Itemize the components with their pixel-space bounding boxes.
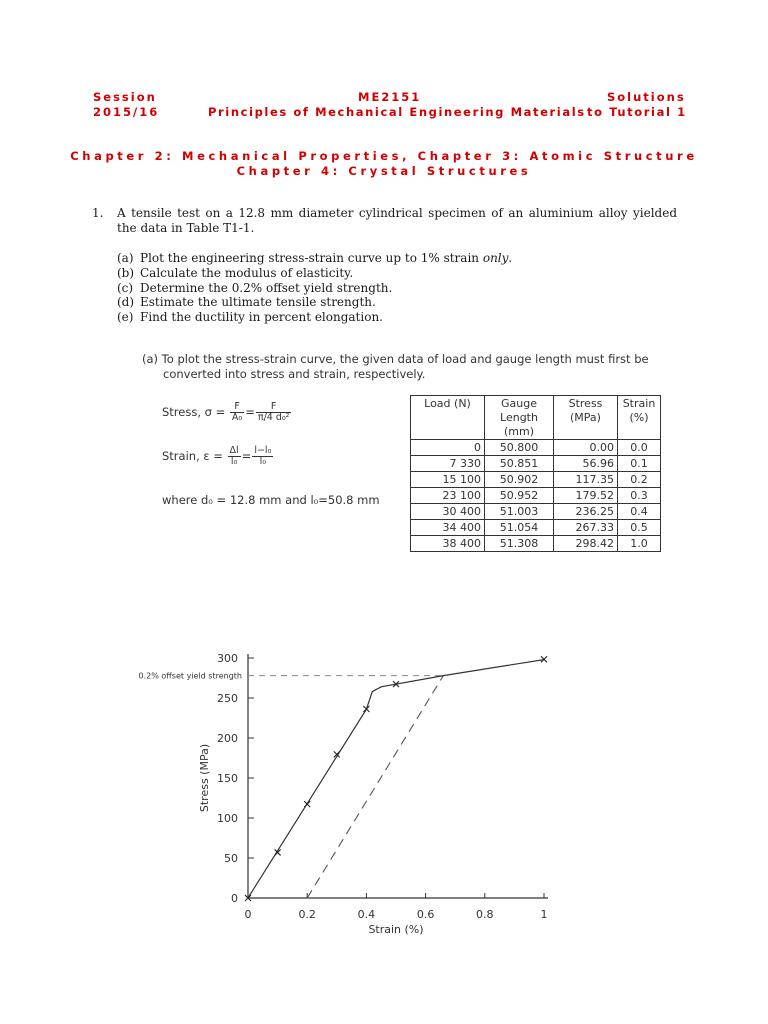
part-label: (b) [117, 265, 135, 280]
table-row [411, 504, 661, 520]
table-cell: 51.003 [485, 504, 554, 520]
session-label: Session [93, 90, 157, 104]
question-text: A tensile test on a 12.8 mm diameter cylindrical specimen of an aluminium alloy yielded the data in Table T1-1. [117, 206, 677, 235]
table-cell: 38 400 [411, 536, 485, 552]
question-number: 1. [92, 206, 104, 220]
strain-formula: Strain, ε = $\frac{\Delta l}{\text{l₀}}$ = $\frac{\text{l−l₀}}{\text{l₀}}$ [162, 445, 272, 467]
part-text: Find the ductility in percent elongation. [140, 310, 383, 325]
part-label: (e) [117, 310, 134, 325]
table-cell: 298.42 [554, 536, 618, 552]
table-cell: 50.902 [485, 472, 554, 488]
stress-formula: Stress, σ = $\frac{F}{\text{A₀}}$ = $\frac{F}{\text{π/4 d₀²}}$ [162, 401, 290, 423]
y-tick-label: 100 [217, 812, 238, 825]
offset-line [307, 676, 443, 898]
x-axis-label: Strain (%) [368, 923, 424, 936]
y-tick-label: 150 [217, 772, 238, 785]
table-cell: 30 400 [411, 504, 485, 520]
stress-label: Stress, σ = [162, 405, 226, 419]
part-end: . [508, 251, 513, 265]
y-tick-label: 50 [224, 852, 238, 865]
part-text: Estimate the ultimate tensile strength. [140, 295, 376, 310]
part-text: Calculate the modulus of elasticity. [140, 265, 354, 280]
table-row [411, 520, 661, 536]
table-cell: 51.308 [485, 536, 554, 552]
part-b [117, 266, 512, 281]
x-tick-label: 0.2 [298, 908, 316, 921]
part-label: (d) [117, 295, 135, 310]
x-tick-label: 0.6 [416, 908, 435, 921]
data-point-marker [541, 656, 547, 662]
strain-fraction-2: $\frac{\text{l−l₀}}{\text{l₀}}$ [254, 445, 272, 467]
session-year: 2015/16 [93, 105, 160, 119]
part-text: Determine the 0.2% offset yield strength. [140, 280, 393, 295]
y-tick-label: 0 [231, 892, 238, 905]
part-c [117, 281, 512, 296]
part-label: (a) [117, 251, 134, 265]
course-title: Principles of Mechanical Engineering Materials [208, 105, 586, 119]
table-row [411, 536, 661, 552]
table-row [411, 440, 661, 456]
chapter-line-2: Chapter 4: Crystal Structures [236, 164, 532, 178]
tutorial-label: to Tutorial 1 [587, 105, 687, 119]
solution-intro [142, 352, 682, 382]
table-row [411, 488, 661, 504]
table-cell: 7 330 [411, 456, 485, 472]
x-tick-label: 0.8 [476, 908, 494, 921]
header-gauge-length: Gauge Length (mm) [485, 396, 554, 440]
part-text: Plot the engineering stress-strain curve up to 1% strain [140, 251, 483, 265]
part-e [117, 310, 512, 325]
x-tick-label: 0 [244, 908, 252, 921]
yield-annotation: 0.2% offset yield strength [138, 671, 242, 681]
solution-intro-line-2: converted into stress and strain, respectively. [163, 367, 426, 381]
course-code: ME2151 [358, 90, 422, 104]
table-cell: 50.952 [485, 488, 554, 504]
table-header-row [411, 396, 661, 440]
y-axis-label: Stress (MPa) [198, 743, 211, 813]
table-cell: 56.96 [554, 456, 618, 472]
part-a [117, 251, 512, 266]
stress-fraction-2: $\frac{F}{\text{π/4 d₀²}}$ [257, 401, 290, 423]
part-d [117, 295, 512, 310]
table-cell: 1.0 [618, 536, 661, 552]
table-cell: 0.2 [618, 472, 661, 488]
table-cell: 117.35 [554, 472, 618, 488]
stress-fraction-1: $\frac{F}{\text{A₀}}$ [231, 401, 243, 423]
part-emphasis: only [482, 251, 509, 265]
chapter-line-1: Chapter 2: Mechanical Properties, Chapter 3: Atomic Structure [70, 149, 698, 163]
table-cell: 15 100 [411, 472, 485, 488]
table-row [411, 456, 661, 472]
table-cell: 0.5 [618, 520, 661, 536]
strain-label: Strain, ε = [162, 449, 223, 463]
strain-fraction-1: $\frac{\Delta l}{\text{l₀}}$ [229, 445, 239, 467]
table-cell: 0.0 [618, 440, 661, 456]
where-note: where d₀ = 12.8 mm and l₀=50.8 mm [162, 493, 380, 507]
table-cell: 0.1 [618, 456, 661, 472]
part-label: (c) [117, 280, 134, 295]
question-parts [117, 251, 512, 325]
table-cell: 23 100 [411, 488, 485, 504]
table-cell: 50.851 [485, 456, 554, 472]
table-cell: 51.054 [485, 520, 554, 536]
table-cell: 34 400 [411, 520, 485, 536]
stress-strain-curve [248, 660, 544, 898]
solution-intro-line-1: (a) To plot the stress-strain curve, the given data of load and gauge length must first be [142, 352, 649, 366]
table-cell: 0.4 [618, 504, 661, 520]
stress-strain-chart [125, 640, 565, 940]
x-tick-label: 0.4 [357, 908, 376, 921]
solutions-label: Solutions [607, 90, 686, 104]
y-tick-label: 200 [217, 732, 238, 745]
header-load: Load (N) [411, 396, 485, 440]
x-tick-label: 1 [540, 908, 548, 921]
table-cell: 50.800 [485, 440, 554, 456]
table-cell: 267.33 [554, 520, 618, 536]
y-tick-label: 300 [217, 652, 238, 665]
table-row [411, 472, 661, 488]
table-cell: 179.52 [554, 488, 618, 504]
table-cell: 0 [411, 440, 485, 456]
data-table [410, 395, 661, 552]
data-point-marker [304, 801, 310, 807]
y-tick-label: 250 [217, 692, 238, 705]
table-cell: 0.3 [618, 488, 661, 504]
table-cell: 236.25 [554, 504, 618, 520]
header-strain: Strain (%) [618, 396, 661, 440]
header-stress: Stress (MPa) [554, 396, 618, 440]
data-point-marker [363, 706, 369, 712]
table-cell: 0.00 [554, 440, 618, 456]
